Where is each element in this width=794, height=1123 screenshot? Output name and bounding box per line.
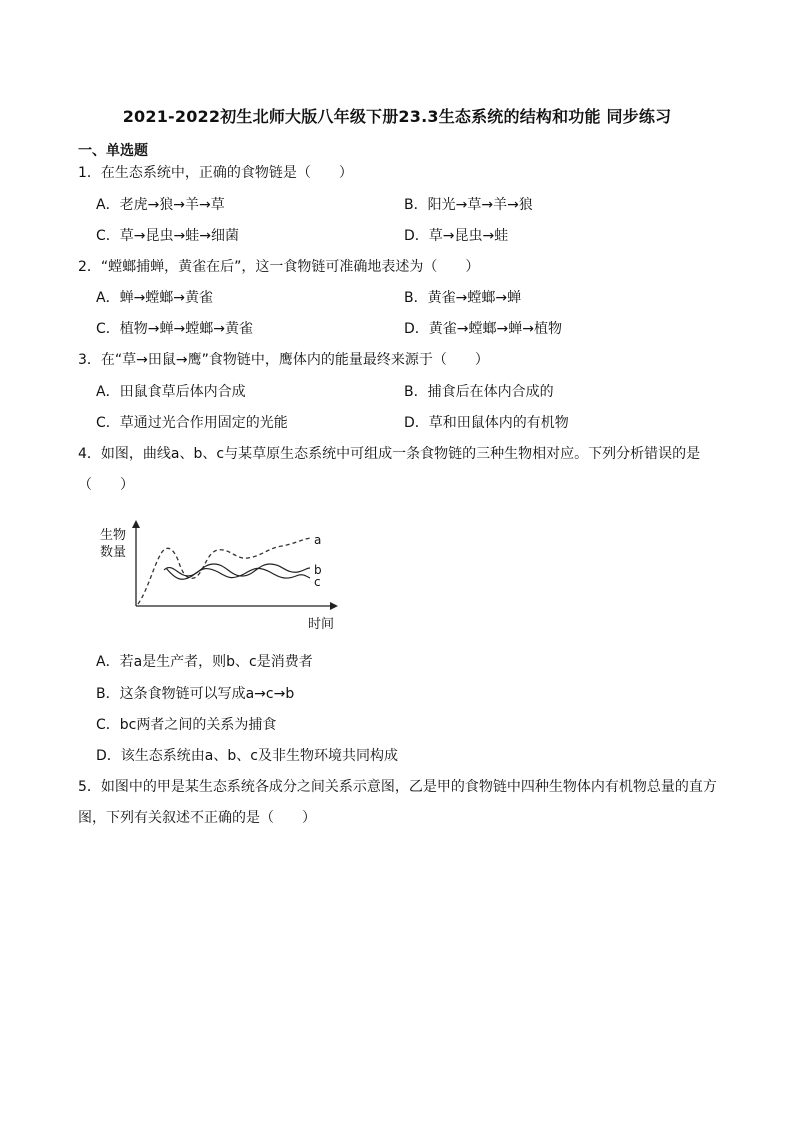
question-1-option-d[interactable]: D．草→昆虫→蛙 bbox=[404, 228, 509, 244]
y-axis-label-line-2: 数量 bbox=[100, 545, 127, 560]
curve-label-a: a bbox=[314, 533, 322, 547]
section-heading: 一、单选题 bbox=[78, 143, 148, 159]
question-4-stem: 4．如图，曲线a、b、c与某草原生态系统中可组成一条食物链的三种生物相对应。下列分析错误的是（ ） bbox=[78, 446, 701, 493]
question-3-option-c[interactable]: C．草通过光合作用固定的光能 bbox=[96, 415, 288, 431]
question-1-option-c[interactable]: C．草→昆虫→蛙→细菌 bbox=[96, 228, 239, 244]
question-4-option-d[interactable]: D．该生态系统由a、b、c及非生物环境共同构成 bbox=[96, 748, 398, 764]
question-2-option-d[interactable]: D．黄雀→螳螂→蝉→植物 bbox=[404, 321, 562, 337]
question-3-stem: 3．在“草→田鼠→鹰”食物链中，鹰体内的能量最终来源于（ ） bbox=[78, 352, 489, 368]
x-axis-arrow bbox=[330, 602, 338, 610]
page-title: 2021-2022初生北师大版八年级下册23.3生态系统的结构和功能 同步练习 bbox=[122, 107, 672, 126]
question-1-option-b[interactable]: B．阳光→草→羊→狼 bbox=[404, 197, 533, 213]
curve-label-b: b bbox=[314, 563, 322, 577]
question-3-option-b[interactable]: B．捕食后在体内合成的 bbox=[404, 384, 554, 400]
question-4-option-c[interactable]: C．bc两者之间的关系为捕食 bbox=[96, 717, 277, 733]
y-axis-arrow bbox=[132, 520, 140, 528]
curve-c bbox=[166, 568, 310, 579]
question-4-option-b[interactable]: B．这条食物链可以写成a→c→b bbox=[96, 686, 295, 702]
x-axis-label: 时间 bbox=[308, 617, 335, 632]
question-2-option-c[interactable]: C．植物→蝉→螳螂→黄雀 bbox=[96, 321, 253, 337]
curve-b bbox=[164, 564, 310, 576]
question-3-option-a[interactable]: A．田鼠食草后体内合成 bbox=[96, 384, 246, 400]
question-5-stem: 5．如图中的甲是某生态系统各成分之间关系示意图，乙是甲的食物链中四种生物体内有机物总量的直方图，下列有关叙述不正确的是（ ） bbox=[78, 779, 717, 826]
question-4-option-a[interactable]: A．若a是生产者，则b、c是消费者 bbox=[96, 654, 313, 670]
y-axis-label-line-1: 生物 bbox=[100, 528, 127, 543]
curve-label-c: c bbox=[314, 575, 321, 589]
question-2-option-b[interactable]: B．黄雀→螳螂→蝉 bbox=[404, 290, 522, 306]
question-3-option-d[interactable]: D．草和田鼠体内的有机物 bbox=[404, 415, 569, 431]
curve-a bbox=[138, 538, 310, 604]
question-2-stem: 2．“螳螂捕蝉，黄雀在后”，这一食物链可准确地表述为（ ） bbox=[78, 259, 480, 275]
question-2-option-a[interactable]: A．蝉→螳螂→黄雀 bbox=[96, 290, 214, 306]
question-1-option-a[interactable]: A．老虎→狼→羊→草 bbox=[96, 197, 225, 213]
question-1-stem: 1．在生态系统中，正确的食物链是（ ） bbox=[78, 165, 353, 181]
population-curve-figure bbox=[96, 518, 356, 636]
